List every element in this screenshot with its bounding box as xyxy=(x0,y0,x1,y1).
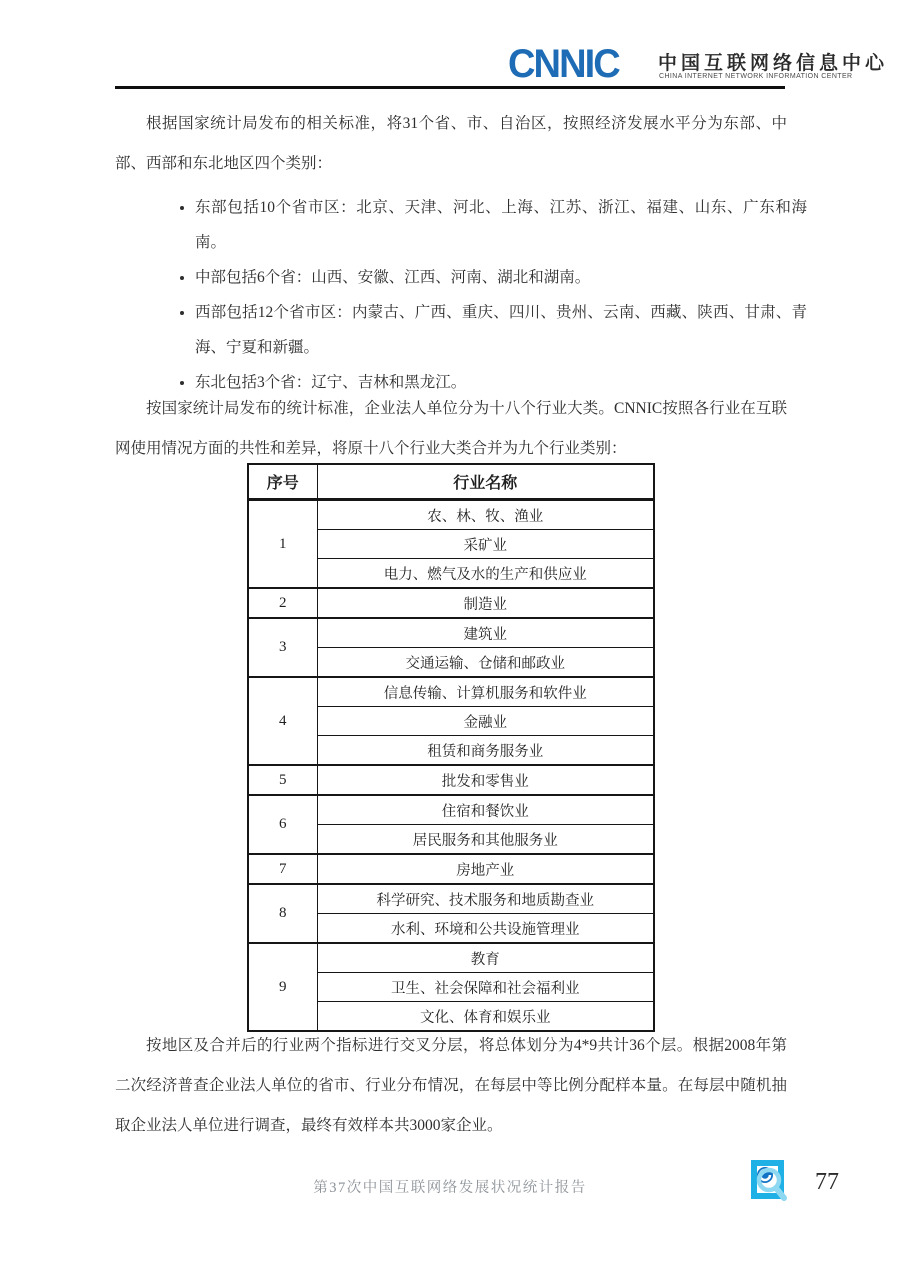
table-cell-group-number: 6 xyxy=(248,795,317,854)
table-cell-group-number: 7 xyxy=(248,854,317,884)
table-cell-industry: 建筑业 xyxy=(317,618,654,648)
bullet-item-west: • 西部包括12个省市区：内蒙古、广西、重庆、四川、贵州、云南、西藏、陕西、甘肃、青海、宁夏和新疆。 xyxy=(195,295,807,365)
org-name-cn: 中国互联网络信息中心 xyxy=(658,53,889,74)
page-number: 77 xyxy=(815,1169,839,1195)
industry-table xyxy=(247,463,655,1032)
table-cell-industry: 科学研究、技术服务和地质勘查业 xyxy=(317,884,654,914)
table-cell-industry: 房地产业 xyxy=(317,854,654,884)
table-cell-industry: 农、林、牧、渔业 xyxy=(317,500,654,530)
table-cell-industry: 金融业 xyxy=(317,707,654,736)
magnifier-document-icon xyxy=(750,1159,789,1202)
table-cell-industry: 采矿业 xyxy=(317,530,654,559)
bullet-item-east: • 东部包括10个省市区：北京、天津、河北、上海、江苏、浙江、福建、山东、广东和海南。 xyxy=(195,190,807,260)
bullet-item-central: • 中部包括6个省：山西、安徽、江西、河南、湖北和湖南。 xyxy=(195,260,807,295)
table-cell-industry: 租赁和商务服务业 xyxy=(317,736,654,766)
table-cell-industry: 信息传输、计算机服务和软件业 xyxy=(317,677,654,707)
org-name-en: CHINA INTERNET NETWORK INFORMATION CENTER xyxy=(659,73,853,80)
table-row xyxy=(248,588,654,618)
table-row xyxy=(248,795,654,825)
table-row xyxy=(248,500,654,530)
table-cell-industry: 交通运输、仓储和邮政业 xyxy=(317,648,654,678)
paragraph-region-standard: 根据国家统计局发布的相关标准，将31个省、市、自治区，按照经济发展水平分为东部、中部、西部和东北地区四个类别： xyxy=(115,115,787,172)
table-cell-industry: 制造业 xyxy=(317,588,654,618)
cnnic-logo: CNNIC xyxy=(508,42,619,86)
table-cell-group-number: 9 xyxy=(248,943,317,1031)
table-header-number: 序号 xyxy=(248,464,317,500)
paragraph-industry-standard: 按国家统计局发布的统计标准，企业法人单位分为十八个行业大类。CNNIC按照各行业在互联网使用情况方面的共性和差异，将原十八个行业大类合并为九个行业类别： xyxy=(115,400,787,457)
table-cell-group-number: 4 xyxy=(248,677,317,765)
table-cell-group-number: 3 xyxy=(248,618,317,677)
footer-report-title: 第37次中国互联网络发展状况统计报告 xyxy=(313,1180,587,1196)
table-cell-group-number: 5 xyxy=(248,765,317,795)
table-header-industry-name: 行业名称 xyxy=(317,464,654,500)
table-row xyxy=(248,943,654,973)
table-cell-industry: 居民服务和其他服务业 xyxy=(317,825,654,855)
table-cell-group-number: 8 xyxy=(248,884,317,943)
table-header-row xyxy=(248,464,654,500)
bullet-item-northeast: • 东北包括3个省：辽宁、吉林和黑龙江。 xyxy=(195,365,807,400)
table-cell-industry: 电力、燃气及水的生产和供应业 xyxy=(317,559,654,589)
table-row xyxy=(248,765,654,795)
table-cell-group-number: 2 xyxy=(248,588,317,618)
industry-table-body xyxy=(248,500,654,1032)
table-cell-industry: 住宿和餐饮业 xyxy=(317,795,654,825)
table-cell-industry: 批发和零售业 xyxy=(317,765,654,795)
header-divider xyxy=(115,86,785,89)
paragraph-sampling: 按地区及合并后的行业两个指标进行交叉分层，将总体划分为4*9共计36个层。根据2008年第二次经济普查企业法人单位的省市、行业分布情况，在每层中等比例分配样本量。在每层中随机抽取企业法人单位进行调查，最终有效样本共3000家企业。 xyxy=(115,1037,787,1134)
table-cell-industry: 卫生、社会保障和社会福利业 xyxy=(317,973,654,1002)
table-cell-group-number: 1 xyxy=(248,500,317,589)
table-cell-industry: 教育 xyxy=(317,943,654,973)
table-row xyxy=(248,884,654,914)
table-row xyxy=(248,618,654,648)
table-row xyxy=(248,677,654,707)
table-cell-industry: 文化、体育和娱乐业 xyxy=(317,1002,654,1032)
table-row xyxy=(248,854,654,884)
table-cell-industry: 水利、环境和公共设施管理业 xyxy=(317,914,654,944)
region-bullet-list xyxy=(171,190,807,400)
